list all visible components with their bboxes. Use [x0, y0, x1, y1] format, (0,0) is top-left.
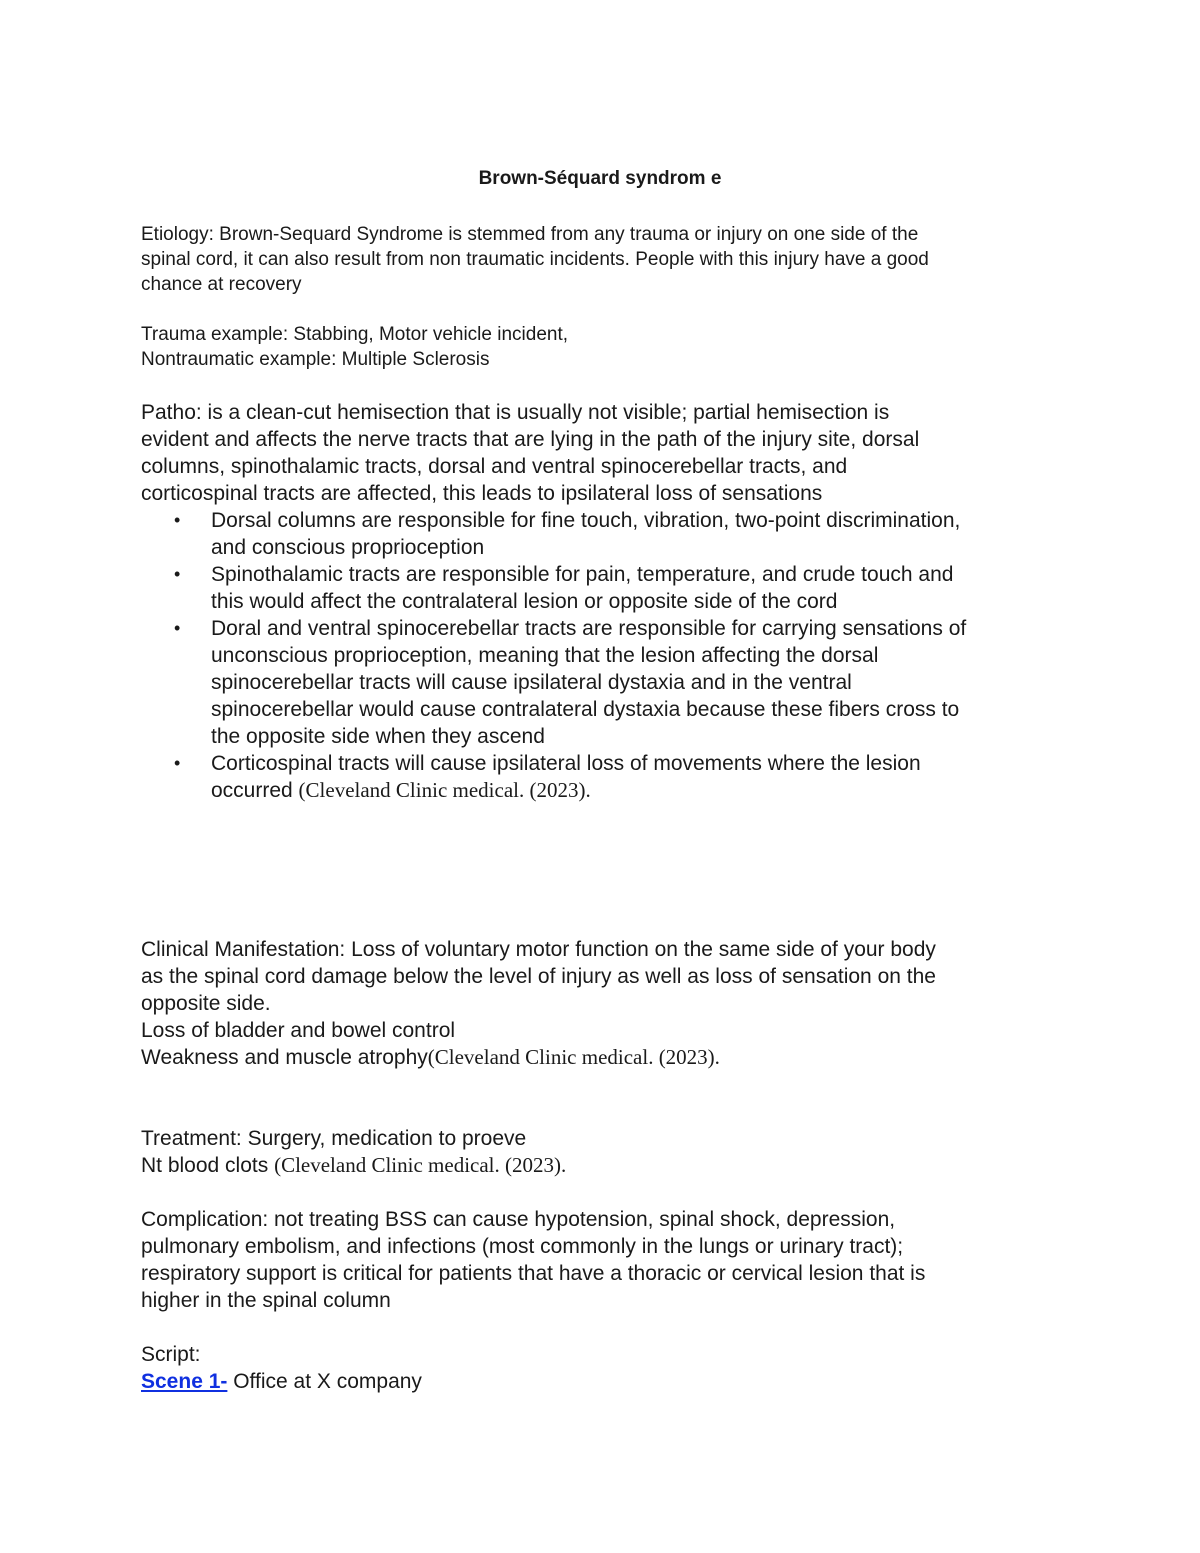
patho-line: Patho: is a clean-cut hemisection that is usually not visible; partial hemisection is: [141, 401, 890, 424]
scene-line: [141, 1368, 1071, 1395]
nontraumatic-example: Nontraumatic example: Multiple Sclerosis: [141, 349, 490, 370]
treatment-line: [141, 1152, 1071, 1179]
bullet-text: occurred: [211, 779, 299, 802]
citation: (Cleveland Clinic medical. (2023).: [274, 1153, 567, 1177]
etiology-line: Etiology: Brown-Sequard Syndrome is stemmed from any trauma or injury on one side of the: [141, 224, 919, 245]
bullet-icon: •: [174, 564, 181, 584]
bullet-line: spinocerebellar tracts will cause ipsilateral dystaxia and in the ventral: [211, 671, 852, 694]
citation: (Cleveland Clinic medical. (2023).: [298, 778, 591, 802]
bullet-line: unconscious proprioception, meaning that the lesion affecting the dorsal: [211, 644, 879, 667]
complication-paragraph: [141, 1206, 1071, 1314]
bullet-line: the opposite side when they ascend: [211, 725, 545, 748]
etiology-line: spinal cord, it can also result from non traumatic incidents. People with this injury have a good: [141, 249, 929, 270]
bullet-line: this would affect the contralateral lesion or opposite side of the cord: [211, 590, 838, 613]
patho-line: evident and affects the nerve tracts that are lying in the path of the injury site, dorsal: [141, 428, 920, 451]
clinical-line: Loss of bladder and bowel control: [141, 1019, 456, 1042]
patho-line: corticospinal tracts are affected, this leads to ipsilateral loss of sensations: [141, 482, 823, 505]
patho-bullet-list: [141, 507, 1071, 804]
bullet-line: and conscious proprioception: [211, 536, 485, 559]
bullet-icon: •: [174, 510, 181, 530]
complication-line: higher in the spinal column: [141, 1289, 391, 1312]
bullet-icon: •: [174, 618, 181, 638]
patho-line: columns, spinothalamic tracts, dorsal and ventral spinocerebellar tracts, and: [141, 455, 848, 478]
clinical-line: as the spinal cord damage below the level of injury as well as loss of sensation on the: [141, 965, 936, 988]
list-item: [141, 507, 1071, 561]
trauma-example: Trauma example: Stabbing, Motor vehicle incident,: [141, 324, 569, 345]
patho-paragraph: [141, 399, 1071, 804]
bullet-line: Dorsal columns are responsible for fine touch, vibration, two-point discrimination,: [211, 509, 961, 532]
bullet-icon: •: [174, 753, 181, 773]
treatment-paragraph: [141, 1125, 1071, 1179]
bullet-line: spinocerebellar would cause contralateral dystaxia because these fibers cross to: [211, 698, 960, 721]
clinical-line: Clinical Manifestation: Loss of voluntary motor function on the same side of your body: [141, 938, 936, 961]
treatment-text: Nt blood clots: [141, 1154, 275, 1177]
list-item: [141, 561, 1071, 615]
etiology-paragraph: [141, 222, 1071, 297]
citation: (Cleveland Clinic medical. (2023).: [427, 1045, 720, 1069]
script-section: [141, 1341, 1071, 1395]
examples-paragraph: [141, 322, 1071, 372]
bullet-line: Corticospinal tracts will cause ipsilateral loss of movements where the lesion: [211, 752, 921, 775]
list-item: [141, 750, 1071, 804]
clinical-paragraph: [141, 936, 1071, 1071]
scene-1-link[interactable]: Scene 1-: [141, 1370, 228, 1393]
scene-description: Office at X company: [227, 1370, 422, 1393]
complication-line: pulmonary embolism, and infections (most commonly in the lungs or urinary tract);: [141, 1235, 904, 1258]
clinical-text: Weakness and muscle atrophy: [141, 1046, 428, 1069]
bullet-line: Doral and ventral spinocerebellar tracts are responsible for carrying sensations of: [211, 617, 967, 640]
document-title: Brown-Séquard syndrom e: [478, 168, 722, 189]
bullet-line: [211, 777, 1071, 804]
complication-line: Complication: not treating BSS can cause hypotension, spinal shock, depression,: [141, 1208, 896, 1231]
list-item: [141, 615, 1071, 750]
clinical-line: [141, 1044, 1071, 1071]
complication-line: respiratory support is critical for patients that have a thoracic or cervical lesion that is: [141, 1262, 926, 1285]
treatment-line: Treatment: Surgery, medication to proeve: [141, 1127, 527, 1150]
clinical-line: opposite side.: [141, 992, 271, 1015]
etiology-line: chance at recovery: [141, 274, 302, 295]
bullet-line: Spinothalamic tracts are responsible for pain, temperature, and crude touch and: [211, 563, 954, 586]
script-label: Script:: [141, 1343, 201, 1366]
